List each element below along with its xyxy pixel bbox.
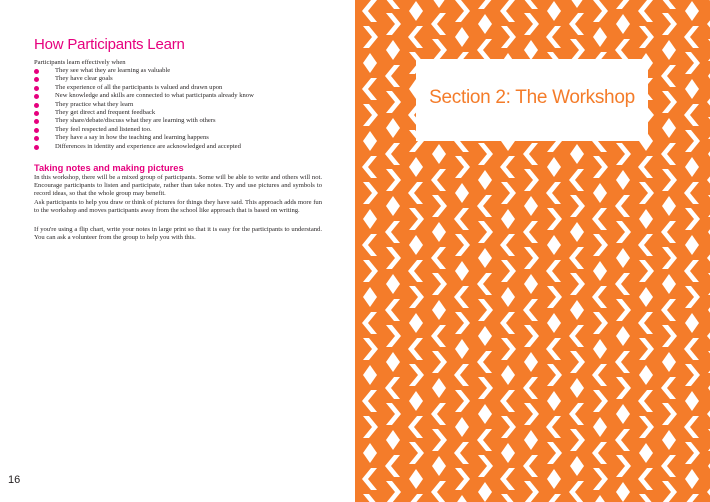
pattern-shape (616, 482, 630, 502)
list-item: They have a say in how the teaching and learning happens (34, 134, 334, 142)
pattern-shape (639, 416, 654, 438)
pattern-shape (409, 1, 423, 21)
pattern-shape (685, 286, 700, 308)
pattern-shape (455, 468, 470, 490)
pattern-shape (432, 378, 446, 398)
list-item: They see what they are learning as valuable (34, 67, 334, 75)
pattern-shape (616, 326, 630, 346)
pattern-shape (454, 442, 469, 464)
pattern-shape (592, 286, 607, 308)
pattern-shape (593, 27, 607, 47)
pattern-shape (546, 416, 561, 438)
pattern-shape (524, 40, 538, 60)
pattern-shape (616, 248, 630, 268)
pattern-shape (478, 0, 493, 9)
pattern-shape (547, 391, 561, 411)
pattern-shape (569, 325, 584, 347)
pattern-shape (662, 430, 676, 450)
pattern-shape (431, 13, 446, 35)
pattern-shape (524, 325, 539, 347)
pattern-shape (593, 495, 607, 502)
pattern-shape (478, 221, 493, 243)
pattern-shape (685, 364, 700, 386)
pattern-shape (386, 430, 400, 450)
pattern-shape (408, 416, 423, 438)
pattern-shape (685, 391, 699, 411)
bullet-icon (34, 69, 39, 74)
pattern-shape (616, 377, 631, 399)
pattern-shape (547, 286, 562, 308)
pattern-shape (477, 195, 492, 217)
pattern-shape (639, 26, 654, 48)
pattern-shape (501, 443, 515, 463)
bullet-icon (34, 119, 39, 124)
pattern-shape (684, 338, 699, 360)
pattern-shape (547, 469, 561, 489)
pattern-shape (524, 196, 538, 216)
pattern-shape (500, 234, 515, 256)
pattern-shape (547, 235, 561, 255)
pattern-shape (386, 325, 401, 347)
pattern-shape (478, 299, 493, 321)
pattern-shape (409, 391, 423, 411)
pattern-shape (477, 429, 492, 451)
pattern-shape (570, 378, 584, 398)
pattern-shape (363, 260, 378, 282)
page-heading: How Participants Learn (34, 36, 185, 53)
pattern-shape (386, 274, 400, 294)
pattern-shape (455, 156, 470, 178)
pattern-shape (662, 169, 677, 191)
pattern-shape (478, 326, 492, 346)
pattern-shape (385, 65, 400, 87)
pattern-shape (432, 144, 446, 164)
pattern-shape (432, 0, 446, 8)
pattern-shape (363, 287, 377, 307)
list-item: They feel respected and listened too. (34, 126, 334, 134)
pattern-shape (684, 494, 699, 502)
pattern-shape (570, 300, 584, 320)
pattern-shape (386, 481, 401, 502)
pattern-shape (500, 468, 515, 490)
pattern-shape (661, 65, 676, 87)
bullet-icon (34, 111, 39, 116)
pattern-shape (408, 494, 423, 502)
pattern-shape (662, 352, 676, 372)
pattern-shape (477, 273, 492, 295)
pattern-shape (569, 13, 584, 35)
pattern-shape (362, 156, 377, 178)
pattern-shape (638, 390, 653, 412)
pattern-shape (385, 377, 400, 399)
pattern-shape (524, 169, 539, 191)
pattern-shape (386, 196, 400, 216)
bullet-icon (34, 145, 39, 150)
pattern-shape (616, 14, 630, 34)
pattern-shape (615, 195, 630, 217)
pattern-shape (547, 208, 562, 230)
paragraph: In this workshop, there will be a mixed group of participants. Some will be able to write and others will not. Encourage participants to listen and participate, rather than take notes. Try and use pictures and symbols to record ideas, so that the whole group may benefit. (34, 174, 322, 198)
pattern-shape (431, 325, 446, 347)
pattern-shape (639, 365, 653, 385)
pattern-shape (386, 91, 401, 113)
pattern-shape (685, 130, 700, 152)
pattern-shape (363, 26, 378, 48)
pattern-shape (546, 260, 561, 282)
pattern-shape (455, 261, 469, 281)
pattern-shape (386, 13, 401, 35)
pattern-shape (477, 351, 492, 373)
pattern-shape (409, 442, 424, 464)
pattern-shape (547, 1, 561, 21)
pattern-shape (385, 455, 400, 477)
pattern-shape (409, 286, 424, 308)
pattern-shape (409, 157, 423, 177)
pattern-shape (386, 247, 401, 269)
pattern-shape (616, 299, 631, 321)
pattern-shape (363, 53, 377, 73)
pattern-shape (684, 182, 699, 204)
pattern-shape (432, 351, 447, 373)
pattern-shape (409, 208, 424, 230)
pattern-shape (432, 273, 447, 295)
list-item: Differences in identity and experience are acknowledged and accepted (34, 143, 334, 151)
page-number: 16 (8, 474, 21, 486)
pattern-shape (685, 79, 699, 99)
bullet-icon (34, 128, 39, 133)
pattern-shape (363, 104, 378, 126)
pattern-shape (455, 27, 469, 47)
pattern-shape (408, 338, 423, 360)
pattern-shape (501, 182, 516, 204)
pattern-shape (661, 143, 676, 165)
pattern-shape (523, 143, 538, 165)
pattern-shape (478, 14, 492, 34)
pattern-shape (685, 52, 700, 74)
pattern-shape (616, 143, 631, 165)
pattern-shape (662, 118, 676, 138)
pattern-shape (639, 494, 654, 502)
pattern-shape (454, 208, 469, 230)
pattern-shape (569, 247, 584, 269)
pattern-shape (431, 169, 446, 191)
paragraph: Ask participants to help you draw or think of pictures for things they have said. This approach adds more fun to the workshop and moves participants away from the school like approach that is based on writing. (34, 199, 322, 215)
pattern-shape (363, 182, 378, 204)
pattern-shape (661, 0, 676, 9)
pattern-shape (547, 442, 562, 464)
pattern-shape (386, 403, 401, 425)
pattern-shape (432, 300, 446, 320)
pattern-shape (478, 482, 492, 502)
pattern-shape (501, 494, 516, 502)
pattern-shape (616, 404, 630, 424)
pattern-shape (500, 390, 515, 412)
pattern-shape (501, 338, 516, 360)
pattern-shape (501, 260, 516, 282)
paragraph: If you're using a flip chart, write your notes in large print so that it is easy for the participants to understand. You can ask a volunteer from the group to help you with this. (34, 226, 322, 242)
pattern-shape (569, 169, 584, 191)
pattern-shape (638, 468, 653, 490)
pattern-shape (661, 299, 676, 321)
pattern-shape (661, 377, 676, 399)
pattern-shape (524, 274, 538, 294)
pattern-shape (385, 0, 400, 9)
pattern-shape (500, 156, 515, 178)
pattern-shape (432, 456, 446, 476)
pattern-shape (386, 169, 401, 191)
pattern-shape (570, 351, 585, 373)
pattern-shape (362, 468, 377, 490)
pattern-shape (639, 443, 653, 463)
pattern-shape (455, 339, 469, 359)
pattern-shape (478, 143, 493, 165)
pattern-shape (455, 390, 470, 412)
pattern-shape (386, 118, 400, 138)
pattern-shape (432, 429, 447, 451)
pattern-shape (570, 456, 584, 476)
pattern-shape (363, 494, 378, 502)
pattern-shape (386, 40, 400, 60)
bullet-icon (34, 94, 39, 99)
pattern-shape (477, 39, 492, 61)
pattern-shape (454, 286, 469, 308)
pattern-shape (593, 234, 608, 256)
pattern-shape (432, 222, 446, 242)
pattern-shape (593, 312, 608, 334)
pattern-shape (523, 455, 538, 477)
pattern-shape (478, 404, 492, 424)
pattern-shape (385, 299, 400, 321)
pattern-shape (500, 0, 515, 22)
pattern-shape (385, 143, 400, 165)
pattern-shape (639, 209, 653, 229)
bullet-list (34, 67, 334, 151)
pattern-shape (570, 429, 585, 451)
pattern-shape (362, 234, 377, 256)
pattern-shape (638, 234, 653, 256)
pattern-shape (547, 157, 561, 177)
pattern-shape (685, 469, 699, 489)
section-title-box (416, 59, 648, 141)
pattern-shape (685, 1, 699, 21)
pattern-shape (524, 430, 538, 450)
pattern-shape (524, 481, 539, 502)
subheading: Taking notes and making pictures (34, 163, 184, 173)
pattern-shape (615, 39, 630, 61)
pattern-shape (431, 247, 446, 269)
list-item: They share/debate/discuss what they are learning with others (34, 117, 334, 125)
pattern-shape (593, 390, 608, 412)
list-item: The experience of all the participants is valued and drawn upon (34, 84, 334, 92)
pattern-shape (546, 26, 561, 48)
pattern-shape (408, 182, 423, 204)
pattern-shape (684, 416, 699, 438)
pattern-shape (639, 338, 654, 360)
section-title: Section 2: The Workshop (429, 87, 635, 108)
pattern-shape (478, 377, 493, 399)
pattern-shape (570, 273, 585, 295)
pattern-shape (593, 261, 607, 281)
pattern-shape (523, 377, 538, 399)
pattern-shape (684, 26, 699, 48)
pattern-shape (501, 287, 515, 307)
pattern-shape (432, 195, 447, 217)
pattern-shape (501, 26, 516, 48)
list-item: They get direct and frequent feedback (34, 109, 334, 117)
pattern-shape (546, 494, 561, 502)
pattern-shape (409, 235, 423, 255)
pattern-shape (523, 299, 538, 321)
pattern-shape (684, 104, 699, 126)
pattern-shape (501, 416, 516, 438)
pattern-shape (639, 287, 653, 307)
pattern-shape (432, 39, 447, 61)
intro-text: Participants learn effectively when (34, 59, 126, 66)
pattern-shape (570, 222, 584, 242)
pattern-shape (570, 195, 585, 217)
list-item: New knowledge and skills are connected to what participants already know (34, 92, 334, 100)
pattern-shape (478, 248, 492, 268)
pattern-shape (639, 182, 654, 204)
pattern-shape (685, 235, 699, 255)
pattern-shape (570, 144, 584, 164)
pattern-shape (524, 403, 539, 425)
pattern-shape (570, 0, 584, 8)
bullet-icon (34, 77, 39, 82)
pattern-shape (615, 351, 630, 373)
pattern-shape (592, 208, 607, 230)
pattern-shape (570, 39, 585, 61)
pattern-shape (501, 365, 515, 385)
pattern-shape (501, 209, 515, 229)
pattern-shape (616, 170, 630, 190)
pattern-shape (547, 364, 562, 386)
pattern-shape (455, 312, 470, 334)
pattern-shape (455, 183, 469, 203)
bullet-icon (34, 86, 39, 91)
pattern-shape (593, 156, 608, 178)
pattern-shape (638, 0, 653, 22)
pattern-shape (363, 338, 378, 360)
pattern-shape (662, 274, 676, 294)
pattern-shape (638, 312, 653, 334)
pattern-shape (431, 403, 446, 425)
pattern-shape (662, 481, 677, 502)
list-item: They practice what they learn (34, 101, 334, 109)
pattern-shape (569, 403, 584, 425)
pattern-shape (685, 157, 699, 177)
pattern-shape (455, 417, 469, 437)
pattern-shape (385, 221, 400, 243)
pattern-shape (593, 0, 608, 22)
pattern-shape (546, 338, 561, 360)
pattern-shape (524, 352, 538, 372)
pattern-shape (661, 221, 676, 243)
pattern-shape (524, 13, 539, 35)
pattern-shape (455, 234, 470, 256)
pattern-shape (455, 0, 470, 22)
pattern-shape (661, 455, 676, 477)
pattern-shape (592, 364, 607, 386)
list-item: They have clear goals (34, 75, 334, 83)
pattern-shape (662, 13, 677, 35)
pattern-shape (478, 455, 493, 477)
pattern-shape (662, 40, 676, 60)
pattern-shape (616, 0, 631, 9)
pattern-shape (362, 0, 377, 22)
pattern-shape (616, 455, 631, 477)
pattern-shape (593, 339, 607, 359)
pattern-shape (685, 208, 700, 230)
pattern-shape (592, 442, 607, 464)
pattern-shape (569, 481, 584, 502)
pattern-shape (409, 469, 423, 489)
pattern-shape (616, 221, 631, 243)
bullet-icon (34, 136, 39, 141)
pattern-shape (363, 416, 378, 438)
pattern-shape (547, 313, 561, 333)
pattern-shape (523, 221, 538, 243)
pattern-shape (363, 209, 377, 229)
pattern-shape (615, 273, 630, 295)
pattern-shape (593, 417, 607, 437)
pattern-shape (662, 403, 677, 425)
pattern-shape (524, 247, 539, 269)
pattern-shape (362, 78, 377, 100)
pattern-shape (363, 365, 377, 385)
pattern-shape (662, 247, 677, 269)
pattern-shape (386, 352, 400, 372)
pattern-shape (684, 260, 699, 282)
pattern-shape (662, 325, 677, 347)
pattern-shape (615, 429, 630, 451)
pattern-shape (662, 91, 677, 113)
pattern-shape (362, 312, 377, 334)
pattern-shape (455, 495, 469, 502)
pattern-shape (685, 442, 700, 464)
pattern-shape (546, 182, 561, 204)
pattern-shape (639, 260, 654, 282)
pattern-shape (408, 260, 423, 282)
pattern-shape (408, 26, 423, 48)
pattern-shape (500, 312, 515, 334)
pattern-shape (409, 364, 424, 386)
pattern-shape (685, 313, 699, 333)
pattern-shape (523, 0, 538, 9)
pattern-shape (638, 156, 653, 178)
pattern-shape (593, 183, 607, 203)
pattern-shape (363, 443, 377, 463)
pattern-shape (431, 481, 446, 502)
pattern-shape (662, 196, 676, 216)
pattern-shape (363, 131, 377, 151)
pattern-shape (593, 468, 608, 490)
pattern-shape (454, 364, 469, 386)
bullet-icon (34, 103, 39, 108)
pattern-shape (478, 170, 492, 190)
pattern-shape (409, 313, 423, 333)
pattern-shape (362, 390, 377, 412)
